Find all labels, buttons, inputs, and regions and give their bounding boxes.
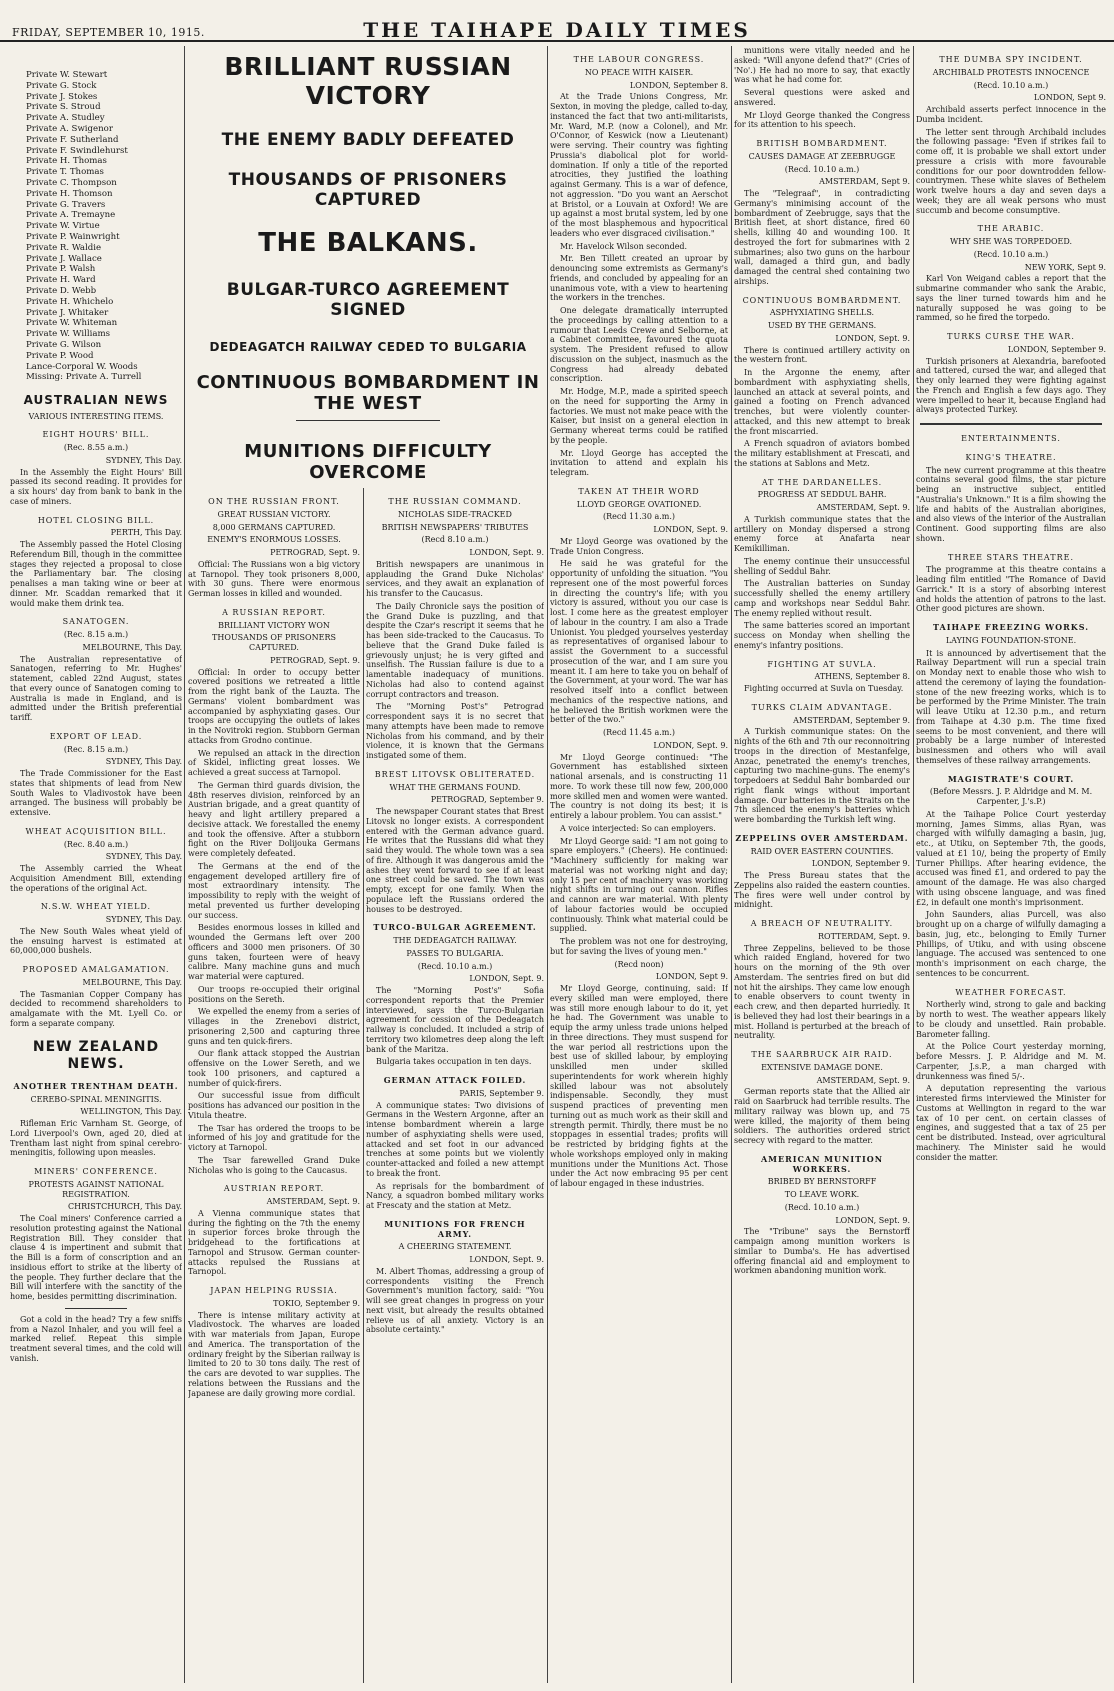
list-item: Private T. Thomas — [26, 167, 104, 178]
article-text: We repulsed an attack in the direction of Skidel, inflicting great losses. We achieved a great success at Tarnopol. — [188, 748, 360, 777]
article-text: The problem was not one for destroying, but for saving the lives of young men." — [550, 937, 728, 956]
article-text: The Australian batteries on Sunday successfully shelled the enemy artillery camp and workshops near Seddul Bahr. The enemy replied without result. — [734, 579, 910, 618]
subheading: ARCHIBALD PROTESTS INNOCENCE — [932, 67, 1090, 77]
dateline: LONDON, September 8. — [629, 80, 728, 90]
article-heading: PROPOSED AMALGAMATION. — [22, 965, 170, 975]
received-time: (Recd. 10.10 a.m.) — [784, 164, 860, 174]
article-heading: ANOTHER TRENTHAM DEATH. — [13, 1080, 179, 1091]
article-heading: BRITISH BOMBARDMENT. — [756, 139, 888, 148]
article-heading: BREST LITOVSK OBLITERATED. — [374, 769, 536, 779]
article-heading: TAKEN AT THEIR WORD — [578, 486, 700, 496]
article-text: John Saunders, alias Purcell, was also brought up on a charge of wilfully damaging a basin, jug, etc., belonging to Emily Turner Phillips, of Utiku, and with using obscene language. The accused was sentenced to one month's imprisonment on each charge, the sentences to be concurrent. — [916, 910, 1106, 978]
article-heading: A BREACH OF NEUTRALITY. — [750, 919, 894, 928]
article-text: Northerly wind, strong to gale and backing by north to west. The weather appears likely to be cloudy and unsettled. Rain probable. Barometer falling. — [916, 1000, 1106, 1039]
dateline: SYDNEY, This Day. — [105, 757, 182, 767]
article-text: A Turkish communique states: On the nights of the 6th and 7th our reconnoitring troops in the direction of Mestanfelge, Anzac, penetrated the enemy's trenches, capturing two machine-guns. The enemy's torpedoers at Seddul Bahr bombarded our right flank wings without important damage. Our batteries in the Straits on the 7th silenced the enemy's batteries which were bombarding the Turkish left wing. — [734, 727, 910, 824]
article-heading: MINERS' CONFERENCE. — [34, 1167, 158, 1177]
article-heading: MAGISTRATE'S COURT. — [947, 773, 1075, 784]
subheading: TO LEAVE WORK. — [784, 1190, 860, 1199]
article-heading: SANATOGEN. — [62, 617, 130, 627]
subheading: PROGRESS AT SEDDUL BAHR. — [757, 490, 887, 500]
article-text: The "Tribune" says the Bernstorff campaign among munition workers is similar to Dumba's. He has advertised offering financial aid and employment to workmen abandoning munition work. — [734, 1227, 910, 1276]
received-time: (Recd 11.45 a.m.) — [602, 728, 676, 737]
article-text: Mr. Hodge, M.P., made a spirited speech on the need for supporting the Army in factories. We must not make peace with the Kaiser, but insist on a general election in Germany whereat terms could be ratified by the people. — [550, 387, 728, 445]
list-item: Private F. Sutherland — [26, 134, 119, 145]
subheading: PASSES TO BULGARIA. — [406, 948, 504, 958]
article-text: Besides enormous losses in killed and wounded the Germans left over 200 officers and 3000 men prisoners. Of 30 guns taken, fourteen were of heavy calibre. Many machine guns and much war material were captured. — [188, 923, 360, 981]
dateline: MELBOURNE, This Day. — [82, 977, 182, 987]
subheading: LAYING FOUNDATION-STONE. — [945, 635, 1077, 645]
list-item: Private H. Thomson — [26, 188, 113, 199]
headline: CONTINUOUS BOMBARDMENT IN THE WEST — [196, 372, 540, 414]
article-text: Mr Lloyd George was ovationed by the Trade Union Congress. — [550, 536, 728, 556]
article-text: Mr. Havelock Wilson seconded. — [560, 241, 688, 251]
dateline: PETROGRAD, Sept. 9. — [270, 655, 360, 665]
subheading: BRITISH NEWSPAPERS' TRIBUTES — [381, 522, 529, 532]
dateline: SYDNEY, This Day. — [105, 915, 182, 925]
dateline: TOKIO, September 9. — [273, 1298, 360, 1308]
article-text: At the Trade Unions Congress, Mr. Sexton, in moving the pledge, called to-day, instanced the fact that two anti-militarists, Mr. Ward, M.P. (now a Colonel), and Mr. O'Connor, of Keswick (now a Lieutenant) were serving. Their country was fighting Prussia's diabolical plot for world-domination. If only a title of the reported atrocities, they justified the loathing against Germany. This is a war of defence, not aggression. "Do you want an Aerschot at Bristol, or a Louvain at Oxford! We are up against a most brutal system, led by one of the most blasphemous and hypocritical leaders who ever disgraced civilisation." — [550, 92, 728, 238]
article-text: Mr Lloyd George thanked the Congress for its attention to his speech. — [734, 110, 910, 130]
subheading: THOUSANDS OF PRISONERS CAPTURED. — [212, 633, 336, 652]
column-rule — [731, 46, 732, 1683]
article-text: He said he was grateful for the opportunity of unfolding the situation. "You represent one of the most powerful forces in directing the country's life; with you victory is assured, without you our case is lost. I come here as the greatest employer of labour in the country. I am also a Trade Unionist. You pledged yourselves yesterday as representatives of organised labour to assist the Government to a successful prosecution of the war, and I am sure you meant it. I am here to take you on behalf of the Government, at your word. The war has resolved itself into a conflict between mechanics of the respective nations, and he believed the British workmen were the better of the two." — [550, 559, 728, 725]
list-item: Private W. Whiteman — [26, 318, 118, 329]
article-text: Our successful issue from difficult positions has advanced our position in the Vitula theatre. — [188, 1091, 360, 1120]
article-text: A French squadron of aviators bombed the military establishment at Frescati, and the stations at Sablons and Metz. — [734, 439, 910, 468]
dateline: PERTH, This Day. — [110, 528, 182, 538]
list-item: Private J. Whitaker — [26, 307, 109, 318]
subheading: 8,000 GERMANS CAPTURED. — [212, 522, 336, 532]
dateline: PETROGRAD, September 9. — [430, 795, 544, 805]
subheading: PROTESTS AGAINST NATIONAL REGISTRATION. — [28, 1179, 164, 1199]
roll-of-honour — [26, 70, 182, 383]
article-text: The Tsar has ordered the troops to be informed of his joy and gratitude for the victory at Tarnopol. — [188, 1123, 360, 1152]
subheading: NICHOLAS SIDE-TRACKED — [398, 509, 512, 519]
article-text: The "Morning Post's" Petrograd correspondent says it is no secret that many attempts have been made to remove Nicholas from his command, and by their violence, it is known that the Germans instigated some of them. — [366, 702, 544, 760]
headline: DEDEAGATCH RAILWAY CEDED TO BULGARIA — [209, 340, 527, 354]
article-heading: HOTEL CLOSING BILL. — [37, 515, 155, 525]
article-heading: AMERICAN MUNITION WORKERS. — [760, 1153, 884, 1174]
article-text: Fighting occurred at Suvla on Tuesday. — [744, 684, 904, 693]
column-2 — [188, 488, 360, 1683]
dateline: AMSTERDAM, Sept. 9. — [816, 1075, 910, 1085]
article-text: Rifleman Eric Varnham St. George, of Lord Liverpool's Own, aged 20, died at Trentham last night from spinal cerebro-meningitis, following upon measles. — [10, 1119, 182, 1158]
dateline: WELLINGTON, This Day. — [80, 1107, 182, 1117]
article-text: Our flank attack stopped the Austrian offensive on the Lower Sereth, and we took 100 prisoners, and captured a number of quick-firers. — [188, 1049, 360, 1088]
list-item: Private D. Webb — [26, 285, 97, 296]
received-time: (Rec. 8.40 a.m.) — [63, 839, 129, 849]
list-item: Private P. Walsh — [26, 264, 96, 275]
dateline: LONDON, September 9. — [811, 859, 910, 869]
subheading: LLOYD GEORGE OVATIONED. — [576, 499, 702, 509]
article-text: The "Telegraaf", in contradicting Germany's minimising account of the bombardment of Zeebrugge, says that the British fleet, at short distance, fired 60 shells, killing 40 and wounding 100. It destroyed the fort for submarines with 2 submarines; also two guns on the harbour wall, damaged a third gun, and badly damaged the central shed containing two airships. — [734, 189, 910, 286]
subheading: CEREBO-SPINAL MENINGITIS. — [30, 1094, 162, 1104]
list-item: Private A. Studley — [26, 113, 105, 124]
article-text: The Assembly carried the Wheat Acquisition Amendment Bill, extending the operations of the original Act. — [10, 864, 182, 893]
dateline: LONDON, Sept. 9. — [653, 525, 728, 534]
headline: BRILLIANT RUSSIAN VICTORY — [224, 52, 512, 110]
article-text: A Turkish communique states that the artillery on Monday dispersed a strong enemy force at Anafarta near Kemikilliman. — [734, 514, 910, 553]
list-item: Private C. Thompson — [26, 177, 117, 188]
article-heading: MUNITIONS FOR FRENCH ARMY. — [384, 1218, 526, 1239]
column-1 — [10, 46, 182, 1683]
received-time: (Recd. 10.10 a.m.) — [973, 249, 1049, 259]
list-item: Private P. Wood — [26, 350, 94, 361]
article-text: There is intense military activity at Vladivostock. The wharves are loaded with war materials from Japan, Europe and America. The transportation of the ordinary freight by the Siberian railway is limited to 20 to 30 tons daily. The rest of the cars are devoted to war supplies. The relations between the Russians and the Japanese are daily growing more cordial. — [188, 1310, 360, 1398]
article-text: The newspaper Courant states that Brest Litovsk no longer exists. A correspondent entered with the German advance guard. He writes that the Russians did what they said they would. The whole town was a sea of fire. Although it was dangerous amid the ashes they went forward to see if at least one street could be saved. The town was empty, except for one family. When the populace left the Russians ordered the houses to be destroyed. — [366, 807, 544, 914]
dateline: AMSTERDAM, Sept. 9. — [266, 1197, 360, 1206]
article-heading: THREE STARS THEATRE. — [948, 552, 1074, 562]
dateline: AMSTERDAM, Sept. 9. — [816, 503, 910, 512]
headline: BULGAR-TURCO AGREEMENT SIGNED — [226, 280, 510, 320]
list-item: Private P. Wainwright — [26, 231, 120, 242]
dateline: LONDON, September 9. — [1007, 344, 1106, 354]
column-3 — [366, 488, 544, 1683]
headline: MUNITIONS DIFFICULTY OVERCOME — [244, 441, 492, 483]
article-text: The letter sent through Archibald includes the following passage: "Even if strikes fail to come off, it is probable we shall extort under pressure a crisis with more favourable conditions for our poor downtrodden fellow-countrymen. These white slaves of Bethelem work twelve hours a day and seven days a week; they are all weak persons who must succumb and become consumptive. — [916, 127, 1106, 215]
article-text: The programme at this theatre contains a leading film entitled "The Romance of David Garrick." It is a story of absorbing interest and holds the attention of patrons to the last. Other good pictures are shown. — [916, 565, 1106, 614]
article-text: Mr Lloyd George continued: "The Government has established sixteen national arsenals, and is constructing 11 more. To work these till now few, 200,000 more skilled men and women were wanted. The country is not doing its best; it is entirely a labour problem. You can assist." — [550, 752, 728, 820]
dateline: AMSTERDAM, Sept 9. — [819, 177, 910, 187]
headline: THE BALKANS. — [258, 228, 478, 258]
dateline: SYDNEY, This Day. — [105, 852, 182, 862]
headline-block — [188, 46, 548, 484]
list-item: Private J. Wallace — [26, 253, 102, 264]
dateline: LONDON, Sept. 9. — [835, 333, 910, 343]
article-text: A deputation representing the various interested firms interviewed the Minister for Customs at Wellington in regard to the war tax of 10 per cent. on certain classes of engines, and suggested that a tax of 25 per cent be distributed. Instead, over agricultural machinery. The Minister said he would consider the matter. — [916, 1084, 1106, 1162]
received-time: (Recd 11.30 a.m.) — [602, 512, 676, 522]
article-text: Mr. Lloyd George has accepted the invitation to attend and explain his telegram. — [550, 448, 728, 477]
article-text: Our troops re-occupied their original positions on the Sereth. — [188, 984, 360, 1004]
article-text: munitions were vitally needed and he asked: "Will anyone defend that?" (Cries of 'No'.) He had no more to say, that exactly was what he had come for. — [734, 46, 910, 85]
article-heading: AUSTRIAN REPORT. — [223, 1184, 325, 1194]
advertisement-text: Got a cold in the head? Try a few sniffs from a Nazol Inhaler, and you will feel a marked relief. Repeat this simple treatment several times, and the cold will vanish. — [10, 1314, 182, 1363]
article-text: The enemy continue their unsuccessful shelling of Seddul Bahr. — [734, 556, 910, 576]
list-item: Lance-Corporal W. Woods — [26, 361, 138, 372]
list-item: Private A. Swigenor — [26, 123, 113, 134]
list-item: Private H. Ward — [26, 275, 96, 286]
received-time: (Recd. 10.10 a.m.) — [973, 80, 1049, 90]
subheading: ENEMY'S ENORMOUS LOSSES. — [207, 535, 341, 545]
article-text: As reprisals for the bombardment of Nancy, a squadron bombed military works at Frescaty and the station at Metz. — [366, 1181, 544, 1210]
article-text: M. Albert Thomas, addressing a group of correspondents visiting the French Government's munition factory, said: "You will see great changes in progress on your next visit, but already the results obtained relieve us of all anxiety. Victory is an absolute certainty." — [366, 1266, 544, 1335]
article-text: We expelled the enemy from a series of villages in the Zrenebovi district, prisonering 2,500 and capturing three guns and ten quick-firers. — [188, 1007, 360, 1046]
subheading: WHAT THE GERMANS FOUND. — [389, 782, 521, 792]
received-time: (Rec. 8.15 a.m.) — [63, 630, 129, 640]
article-text: Several questions were asked and answered. — [734, 88, 910, 107]
divider — [920, 423, 1102, 425]
subheading: USED BY THE GERMANS. — [767, 321, 877, 330]
article-heading: GERMAN ATTACK FOILED. — [383, 1075, 527, 1085]
section-title: ENTERTAINMENTS. — [961, 434, 1061, 443]
article-text: The New South Wales wheat yield of the ensuing harvest is estimated at 60,000,000 bushels. — [10, 926, 182, 956]
issue-date: FRIDAY, SEPTEMBER 10, 1915. — [12, 26, 205, 39]
received-time: (Recd 8.10 a.m.) — [421, 535, 489, 545]
article-text: In the Assembly the Eight Hours' Bill passed its second reading. It provides for a six hours' day from bank to bank in the case of miners. — [10, 467, 182, 506]
article-heading: N.S.W. WHEAT YIELD. — [40, 902, 152, 912]
list-item: Missing: Private A. Turrell — [26, 372, 142, 383]
list-item: Private G. Wilson — [26, 339, 102, 350]
article-heading: CONTINUOUS BOMBARDMENT. — [742, 295, 902, 305]
list-item: Private H. Whichelo — [26, 296, 114, 307]
article-text: Mr Lloyd George said: "I am not going to spare employers." (Cheers). He continued: "Machinery sufficiently for making war material was not working night and day; only 15 per cent of machinery was working night shifts in turning out cannon. Rifles and cannon are war material. With plenty of labour factories would be occupied continuously. Think what material could be supplied. — [550, 836, 728, 934]
received-time: (Recd. 10.10 a.m.) — [784, 1202, 860, 1212]
column-rule — [913, 46, 914, 1683]
divider — [296, 420, 440, 421]
subheading: CAUSES DAMAGE AT ZEEBRUGGE — [748, 151, 896, 161]
article-text: Mr. Ben Tillett created an uproar by denouncing some extremists as Germany's friends, and concluded by appealing for an unanimous vote, with a view to heartening the workers in the trenches. — [550, 254, 728, 303]
dateline: SYDNEY, This Day. — [105, 455, 182, 465]
dateline: ATHENS, September 8. — [814, 672, 910, 682]
article-heading: AT THE DARDANELLES. — [761, 477, 883, 487]
article-text: Karl Von Weigand cables a report that the submarine commander who sank the Arabic, says the liner turned towards him and he naturally supposed he was going to be rammed, so he fired the torpedo. — [916, 274, 1106, 323]
dateline: PETROGRAD, Sept. 9. — [270, 548, 360, 557]
subheading: BRIBED BY BERNSTORFF — [767, 1177, 877, 1187]
masthead — [0, 0, 1114, 42]
list-item: Private R. Waldie — [26, 242, 102, 253]
column-4 — [550, 46, 728, 1683]
list-item: Private W. Virtue — [26, 221, 100, 232]
subheading: EXTENSIVE DAMAGE DONE. — [761, 1062, 883, 1072]
list-item: Private J. Stokes — [26, 91, 98, 102]
article-text: The Daily Chronicle says the position of the Grand Duke is puzzling, and that despite the Czar's rescript it seems that he has been side-tracked to the Caucasus. To believe that the Grand Duke failed is grievously unjust; he is very gifted and unselfish. The Russian failure is due to a lamentable inadequacy of munitions. Nicholas had also to contend against corrupt contractors and treason. — [366, 601, 544, 699]
article-heading: EIGHT HOURS' BILL. — [42, 430, 150, 440]
dateline: LONDON, Sept 9. — [1033, 93, 1106, 103]
article-text: Mr Lloyd George, continuing, said: If every skilled man were employed, there was still more enough labour to do it, yet he had. The Government was unable to equip the army unless trade unions helped in three directions. They must suspend for the war period all restrictions upon the best use of skilled labour, by employing unskilled men under skilled superintendents for work wherein highly skilled labour was not absolutely indispensable. Secondly, they must suspend practices of preventing men turning out as much work as their skill and strength permit. Thirdly, there must be no stoppages in essential trades; profits will be restricted by bridging fights at the whole workshops employed only in making munitions under the Munitions Act. Those under the Act now embracing 95 per cent of labour engaged in these industries. — [550, 984, 728, 1188]
article-heading: ZEPPELINS OVER AMSTERDAM. — [735, 832, 909, 843]
article-text: A Vienna communique states that during the fighting on the 7th the enemy in superior forces broke through the bridgehead to the fortifications at Tarnopol and Strusow. German counter-attacks repulsed the Russians at Tarnopol. — [188, 1208, 360, 1277]
subheading: BRILLIANT VICTORY WON — [218, 620, 330, 630]
article-text: Bulgaria takes occupation in ten days. — [376, 1057, 532, 1067]
article-heading: A RUSSIAN REPORT. — [222, 607, 326, 617]
headline: THE ENEMY BADLY DEFEATED — [221, 130, 515, 150]
list-item: Private H. Thomas — [26, 156, 107, 167]
dateline: LONDON, Sept. 9. — [469, 1255, 544, 1264]
list-item: Private A. Tremayne — [26, 210, 116, 221]
article-text: The Trade Commissioner for the East states that shipments of lead from New South Wales to Vladivostok have been arranged. The business will probably be extensive. — [10, 769, 182, 818]
article-text: The Coal miners' Conference carried a resolution protesting against the National Registration Bill. They consider that clause 4 is impertinent and submit that the Bill is a form of conscription and an insidious effort to strike at the liberty of the people. They further declare that the Bill will interfere with the sanctity of the home, besides permitting discrimination. — [10, 1214, 182, 1302]
article-heading: THE ARABIC. — [977, 224, 1045, 234]
list-item: Private G. Stock — [26, 80, 97, 91]
list-item: Private G. Travers — [26, 199, 106, 210]
article-heading: THE SAARBRUCK AIR RAID. — [751, 1050, 893, 1059]
article-text: There is continued artillery activity on the western front. — [734, 345, 910, 365]
column-5 — [734, 46, 910, 1683]
article-text: It is announced by advertisement that the Railway Department will run a special train on Monday next to enable those who wish to attend the ceremony of laying the foundation-stone of the new freezing works, which is to be performed by the Prime Minister. The train will leave Utiku at 12.30 p.m., and return from Taihape at 4.30 p.m. The time fixed seems to be most convenient, and there will probably be a large number of interested businessmen and others who will avail themselves of these railway arrangements. — [916, 648, 1106, 765]
article-text: Three Zeppelins, believed to be those which raided England, hovered for two hours on the morning of the 9th over Amsterdam. The sentries fired on but did not hit the airships. They came low enough to enable observers to count twenty in each crew, and then departed hurriedly. It is believed they had lost their bearings in a mist. Holland is perturbed at the breach of neutrality. — [734, 943, 910, 1041]
article-text: The Tasmanian Copper Company has decided to recommend shareholders to amalgamate with the Mt. Lyell Co. or form a separate company. — [10, 989, 182, 1028]
article-text: The Press Bureau states that the Zeppelins also raided the eastern counties. The fires were well under control by midnight. — [734, 871, 910, 910]
dateline: CHRISTCHURCH, This Day. — [67, 1202, 182, 1212]
dateline: LONDON, Sept. 9. — [835, 1215, 910, 1225]
section-title: AUSTRALIAN NEWS — [23, 393, 169, 408]
subheading: WHY SHE WAS TORPEDOED. — [949, 237, 1073, 246]
article-text: British newspapers are unanimous in applauding the Grand Duke Nicholas' services, and they await an explanation of his transfer to the Caucasus. — [366, 559, 544, 598]
article-heading: KING'S THEATRE. — [965, 452, 1057, 462]
article-heading: TAIHAPE FREEZING WORKS. — [933, 622, 1089, 632]
article-heading: TURKS CURSE THE WAR. — [947, 332, 1075, 341]
article-text: Official: In order to occupy better covered positions we retreated a little from the right bank of the Lauzta. The Germans' violent bombardment was accompanied by asphyxiating gases. Our troops are occupying the outlets of lakes in the Novitroki region. Stubborn German attacks from Grodno continue. — [188, 667, 360, 745]
subheading: RAID OVER EASTERN COUNTIES. — [750, 846, 894, 856]
article-text: In the Argonne the enemy, after bombardment with asphyxiating shells, launched an attack at several points, and gained a footing on French advanced trenches, but were violently counter-attacked, and this new attempt to break the front miscarried. — [734, 368, 910, 436]
column-6 — [916, 46, 1106, 1683]
section-title: NEW ZEALAND NEWS. — [32, 1038, 160, 1072]
received-time: (Rec. 8.15 a.m.) — [63, 744, 129, 754]
article-heading: TURKS CLAIM ADVANTAGE. — [751, 702, 893, 712]
article-text: The "Morning Post's" Sofia correspondent reports that the Premier interviewed, says the Turco-Bulgarian agreement for cession of the Dedeagatch railway is concluded. It included a strip of territory two kilometres deep along the left bank of the Maritza. — [366, 986, 544, 1054]
article-text: Turkish prisoners at Alexandria, barefooted and tattered, cursed the war, and alleged that they only learned they were fighting against the French and English a few days ago. They were impelled to hear it, because England had always protected Turkey. — [916, 356, 1106, 415]
dateline: AMSTERDAM, September 9. — [793, 715, 910, 725]
dateline: PARIS, September 9. — [459, 1088, 544, 1098]
article-text: Official: The Russians won a big victory at Tarnopol. They took prisoners 8,000, with 30 guns. There were enormous German losses in killed and wounded. — [188, 559, 360, 598]
article-text: One delegate dramatically interrupted the proceedings by calling attention to a rumour that Leeds Crewe and Selborne, at a Cabinet committee, favoured the quota system. The President refused to allow discussion on the subject, inasmuch as the Congress had already debated conscription. — [550, 306, 728, 384]
article-heading: THE RUSSIAN COMMAND. — [388, 497, 522, 506]
article-text: The Australian representative of Sanatogen, referring to Mr. Hughes' statement, cabled 22nd August, states that every ounce of Sanatogen coming to Australia is made in England, and is admitted under the British preferential tariff. — [10, 654, 182, 723]
divider — [65, 1308, 127, 1309]
subheading: THE DEDEAGATCH RAILWAY. — [393, 936, 517, 945]
dateline: MELBOURNE, This Day. — [82, 642, 182, 652]
newspaper-title: THE TAIHAPE DAILY TIMES — [363, 18, 751, 42]
column-rule — [184, 46, 185, 1683]
subheading: NO PEACE WITH KAISER. — [584, 67, 694, 77]
article-text: The German third guards division, the 48th reserves division, reinforced by an Austrian brigade, and a great quantity of heavy and light artillery prepared a decisive attack. We forestalled the enemy and took the offensive. After a stubborn fight on the River Dolijouka Germans were completely defeated. — [188, 780, 360, 858]
headline: THOUSANDS OF PRISONERS CAPTURED — [228, 170, 508, 210]
subheading: A CHEERING STATEMENT. — [398, 1242, 512, 1252]
article-heading: THE LABOUR CONGRESS. — [573, 55, 705, 64]
article-text: A voice interjected: So can employers. — [560, 823, 716, 833]
article-heading: FIGHTING AT SUVLA. — [767, 659, 877, 669]
article-text: A communique states: Two divisions of Germans in the Western Argonne, after an intense bombardment wherein a large number of asphyxiating shells were used, attacked and set foot in our advanced trenches at some points but we violently counter-attacked and foiled a new attempt to break the front. — [366, 1100, 544, 1178]
article-text: The Assembly passed the Hotel Closing Referendum Bill, though in the committee stages they rejected a proposal to close the Parliamentary bar. The closing penalises a man taking wine or beer at dinner. Mr. Scaddan remarked that it would make them drink tea. — [10, 540, 182, 608]
article-heading: WHEAT ACQUISITION BILL. — [25, 826, 167, 836]
article-heading: ON THE RUSSIAN FRONT. — [208, 497, 340, 506]
subheading: (Before Messrs. J. P. Aldridge and M. M. Carpenter, J.'s.P.) — [929, 787, 1093, 806]
article-heading: EXPORT OF LEAD. — [49, 731, 143, 741]
subheading: VARIOUS INTERESTING ITEMS. — [28, 411, 164, 421]
list-item: Private W. Williams — [26, 329, 111, 340]
article-text: The Germans at the end of the engagement developed artillery fire of most extraordinary intensity. The impossibility to reply with the weight of metal prevented us further developing our success. — [188, 861, 360, 920]
article-text: At the Police Court yesterday morning, before Messrs. J. P. Aldridge and M. M. Carpenter, J.s.P., a man charged with drunkenness was fined 5/-. — [916, 1042, 1106, 1081]
list-item: Private S. Stroud — [26, 102, 101, 113]
subheading: GREAT RUSSIAN VICTORY. — [217, 509, 331, 519]
article-text: The new current programme at this theatre contains several good films, the star picture being an instructive subject, entitled "Australia's Unknown." It is a film showing the life and habits of the Australian aborigines, and also views of the interior of the Australian Continent. Good supporting films are also shown. — [916, 465, 1106, 543]
received-time: (Recd noon) — [614, 959, 664, 969]
article-text: The Tsar farewelled Grand Duke Nicholas who is going to the Caucasus. — [188, 1155, 360, 1175]
article-heading: THE DUMBA SPY INCIDENT. — [939, 55, 1083, 64]
received-time: (Rec. 8.55 a.m.) — [63, 443, 129, 453]
list-item: Private F. Swindlehurst — [26, 145, 128, 156]
article-text: At the Taihape Police Court yesterday morning, James Simms, alias Ryan, was charged with wilfully damaging a basin, jug, etc., at Utiku, on September 7th, the goods, valued at £1 10/, being the property of Emily Turner Phillips. After hearing evidence, the accused was fined £1, and ordered to pay the amount of the damage. He was also charged with using obscene language, and was fined £2, in default one month's imprisonment. — [916, 809, 1106, 907]
list-item: Private W. Stewart — [26, 70, 108, 80]
dateline: NEW YORK, Sept 9. — [1024, 262, 1106, 272]
dateline: LONDON, Sept. 9. — [469, 974, 544, 984]
article-text: Archibald asserts perfect innocence in the Dumba incident. — [916, 105, 1106, 124]
article-heading: TURCO-BULGAR AGREEMENT. — [373, 922, 537, 933]
dateline: LONDON, Sept 9. — [655, 972, 728, 982]
subheading: ASPHYXIATING SHELLS. — [769, 308, 875, 318]
article-text: German reports state that the Allied air raid on Saarbruck had terrible results. The military railway was blown up, and 75 were killed, the majority of them being soldiers. The authorities ordered strict secrecy with regard to the matter. — [734, 1087, 910, 1145]
dateline: LONDON, Sept. 9. — [469, 548, 544, 557]
article-text: The same batteries scored an important success on Monday when shelling the enemy's infantry positions. — [734, 621, 910, 650]
article-heading: WEATHER FORECAST. — [955, 987, 1067, 997]
dateline: ROTTERDAM, Sept. 9. — [817, 931, 910, 941]
dateline: LONDON, Sept. 9. — [653, 740, 728, 750]
received-time: (Recd. 10.10 a.m.) — [417, 961, 493, 971]
column-rule — [363, 488, 364, 1683]
article-heading: JAPAN HELPING RUSSIA. — [210, 1286, 338, 1295]
